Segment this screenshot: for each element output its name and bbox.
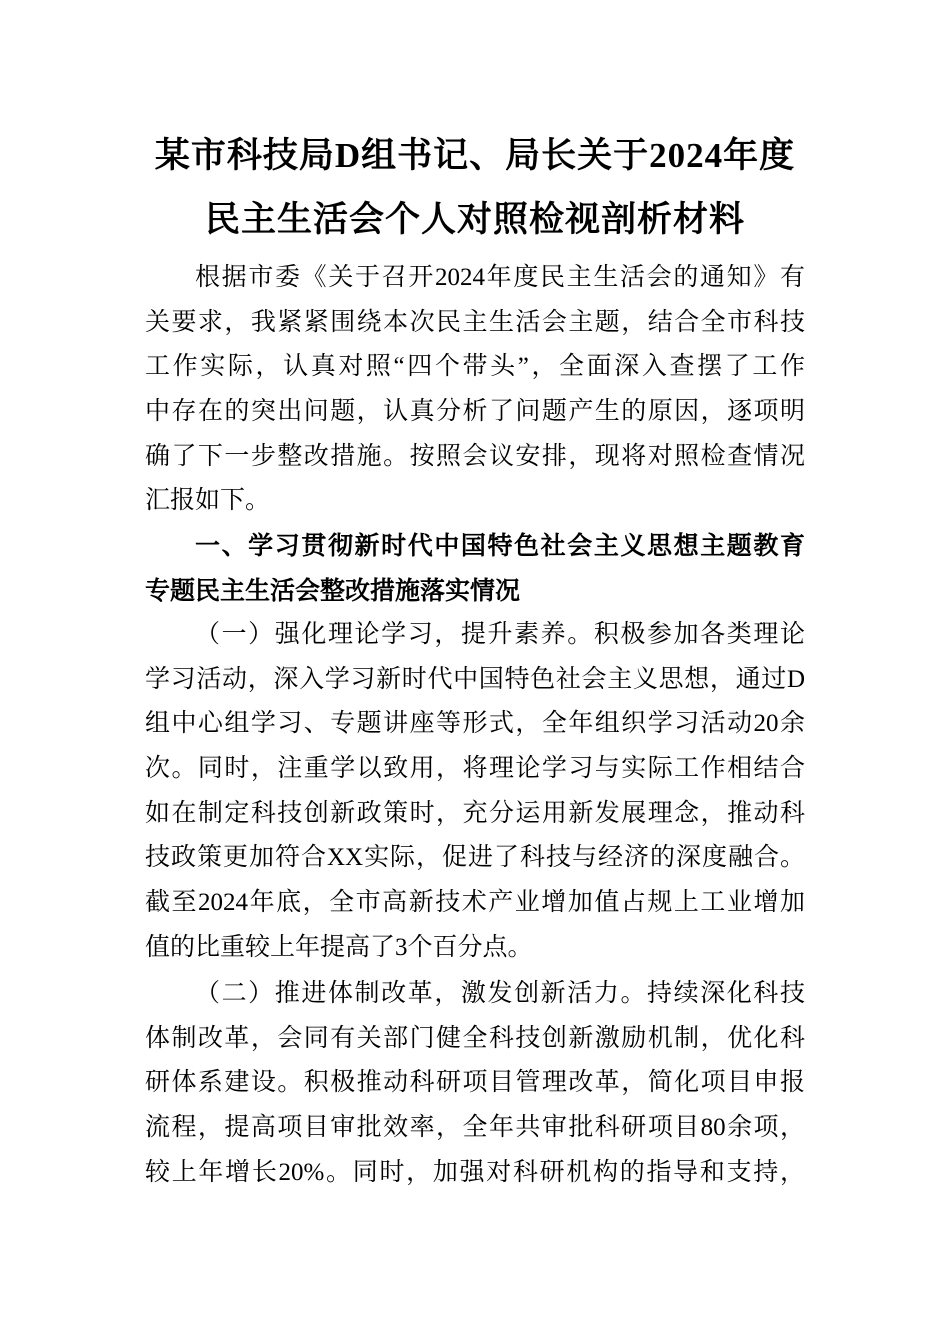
- text-line: 组中心组学习、专题讲座等形式，全年组织学习活动20余: [145, 710, 805, 738]
- text-line: 中存在的突出问题，认真分析了问题产生的原因，逐项明: [145, 398, 805, 426]
- text-line: （一）强化理论学习，提升素养。积极参加各类理论: [195, 621, 805, 648]
- text-line: （二）推进体制改革，激发创新活力。持续深化科技: [195, 980, 805, 1007]
- text-line: 技政策更加符合XX实际，促进了科技与经济的深度融合。: [145, 844, 805, 872]
- text-line: 关要求，我紧紧围绕本次民主生活会主题，结合全市科技: [145, 308, 805, 336]
- text-line: 值的比重较上年提高了3个百分点。: [145, 933, 533, 961]
- text-line: 截至2024年底，全市高新技术产业增加值占规上工业增加: [145, 889, 805, 917]
- text-line: 工作实际，认真对照“四个带头”，全面深入查摆了工作: [145, 353, 805, 381]
- text-line: 根据市委《关于召开2024年度民主生活会的通知》有: [195, 264, 805, 291]
- document-title-line-1: 某市科技局D组书记、局长关于2024年度: [154, 136, 796, 175]
- item-2-paragraph: [145, 972, 805, 1195]
- section-heading-1: [145, 524, 805, 613]
- text-line: 体制改革，会同有关部门健全科技创新激励机制，优化科: [145, 1024, 805, 1052]
- text-line: 研体系建设。积极推动科研项目管理改革，简化项目申报: [145, 1069, 805, 1097]
- text-line: 流程，提高项目审批效率，全年共审批科研项目80余项，: [145, 1114, 805, 1142]
- heading-line: 一、学习贯彻新时代中国特色社会主义思想主题教育: [195, 532, 805, 560]
- text-line: 确了下一步整改措施。按照会议安排，现将对照检查情况: [145, 442, 805, 470]
- document-title-line-2: 民主生活会个人对照检视剖析材料: [204, 200, 745, 239]
- intro-paragraph: [145, 256, 805, 524]
- text-line: 学习活动，深入学习新时代中国特色社会主义思想，通过D: [145, 665, 805, 693]
- text-line: 较上年增长20%。同时，加强对科研机构的指导和支持，: [145, 1158, 805, 1186]
- text-line: 汇报如下。: [145, 487, 271, 515]
- heading-line: 专题民主生活会整改措施落实情况: [145, 576, 521, 605]
- text-line: 次。同时，注重学以致用，将理论学习与实际工作相结合: [145, 755, 805, 783]
- text-line: 如在制定科技创新政策时，充分运用新发展理念，推动科: [145, 799, 805, 827]
- item-1-paragraph: [145, 613, 805, 971]
